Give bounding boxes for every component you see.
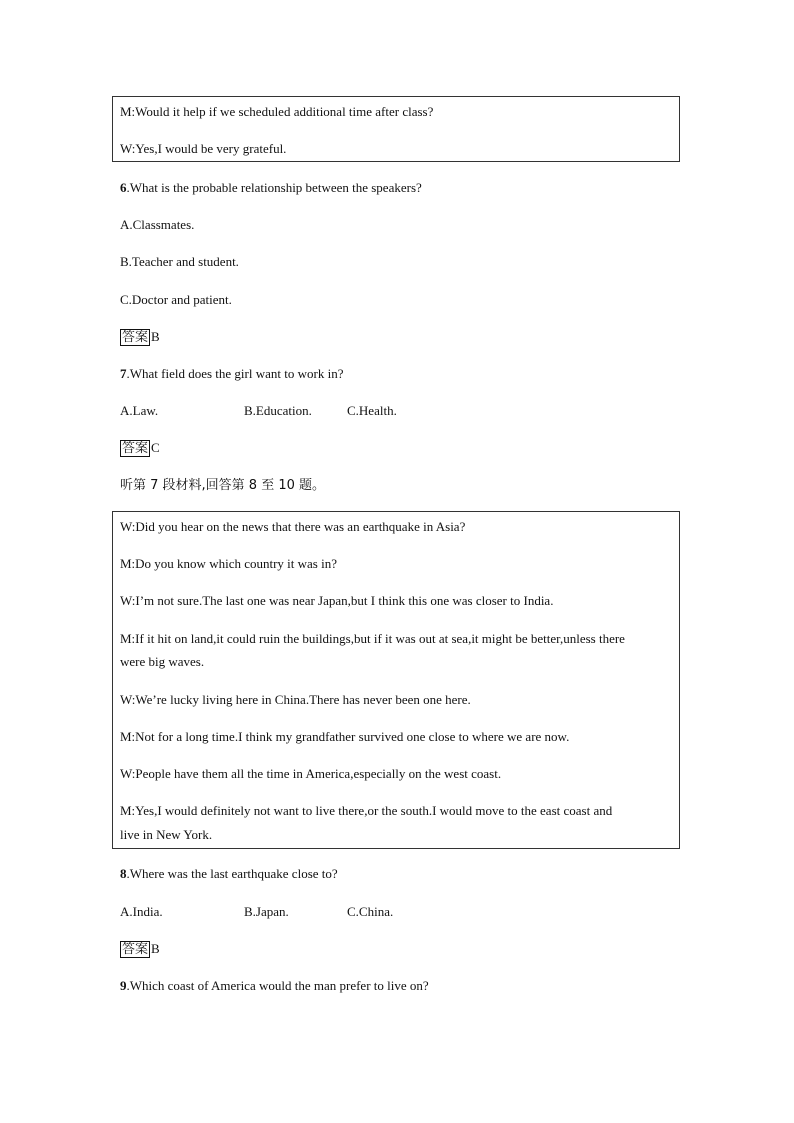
dialogue-line: were big waves.	[120, 654, 205, 669]
answer-6	[120, 329, 160, 346]
question-text: .What field does the girl want to work in?	[126, 366, 344, 381]
option-b: B.Education.	[244, 403, 312, 418]
options-row-8	[120, 904, 393, 920]
dialogue-line: W:I’m not sure.The last one was near Japan,but I think this one was closer to India.	[120, 593, 554, 608]
dialogue-line: M:Would it help if we scheduled additional time after class?	[120, 104, 434, 119]
dialogue-line: W:Did you hear on the news that there was an earthquake in Asia?	[120, 519, 466, 534]
option-a: A.India.	[120, 904, 163, 919]
option-c: C.Health.	[347, 403, 397, 418]
dialogue-line: M:Do you know which country it was in?	[120, 556, 338, 571]
dialogue-line: M:Not for a long time.I think my grandfather survived one close to where we are now.	[120, 729, 570, 744]
question-number: 8	[120, 866, 127, 881]
options-row-7	[120, 403, 397, 419]
answer-value: B	[151, 941, 160, 956]
question-text: .What is the probable relationship between the speakers?	[126, 180, 422, 195]
dialogue-line: live in New York.	[120, 827, 213, 842]
dialogue-line: M:Yes,I would definitely not want to live there,or the south.I would move to the east coast and	[120, 803, 613, 818]
option-b: B.Japan.	[244, 904, 289, 919]
answer-value: C	[151, 440, 160, 455]
answer-7	[120, 440, 160, 457]
option-c: C.Doctor and patient.	[120, 292, 232, 307]
question-7	[120, 366, 343, 382]
dialogue-line: W:Yes,I would be very grateful.	[120, 141, 287, 156]
option-a: A.Law.	[120, 403, 159, 418]
question-number: 6	[120, 180, 127, 195]
question-9	[120, 978, 429, 994]
question-8	[120, 866, 338, 882]
dialogue-box-top	[112, 96, 680, 162]
answer-label: 答案	[122, 330, 149, 345]
dialogue-line: W:We’re lucky living here in China.There has never been one here.	[120, 692, 471, 707]
question-number: 7	[120, 366, 127, 381]
option-a: A.Classmates.	[120, 217, 195, 232]
dialogue-line: W:People have them all the time in America,especially on the west coast.	[120, 766, 502, 781]
option-b: B.Teacher and student.	[120, 254, 239, 269]
option-c: C.China.	[347, 904, 394, 919]
question-6	[120, 180, 422, 196]
answer-value: B	[151, 329, 160, 344]
question-text: .Which coast of America would the man prefer to live on?	[126, 978, 429, 993]
question-number: 9	[120, 978, 127, 993]
answer-8	[120, 941, 160, 958]
section-intro: 听第 7 段材料,回答第 8 至 10 题。	[120, 478, 326, 493]
question-text: .Where was the last earthquake close to?	[126, 866, 338, 881]
dialogue-box-main	[112, 511, 680, 849]
answer-label: 答案	[122, 441, 149, 456]
dialogue-line: M:If it hit on land,it could ruin the buildings,but if it was out at sea,it might be better,unless there	[120, 631, 625, 646]
answer-label: 答案	[122, 942, 149, 957]
